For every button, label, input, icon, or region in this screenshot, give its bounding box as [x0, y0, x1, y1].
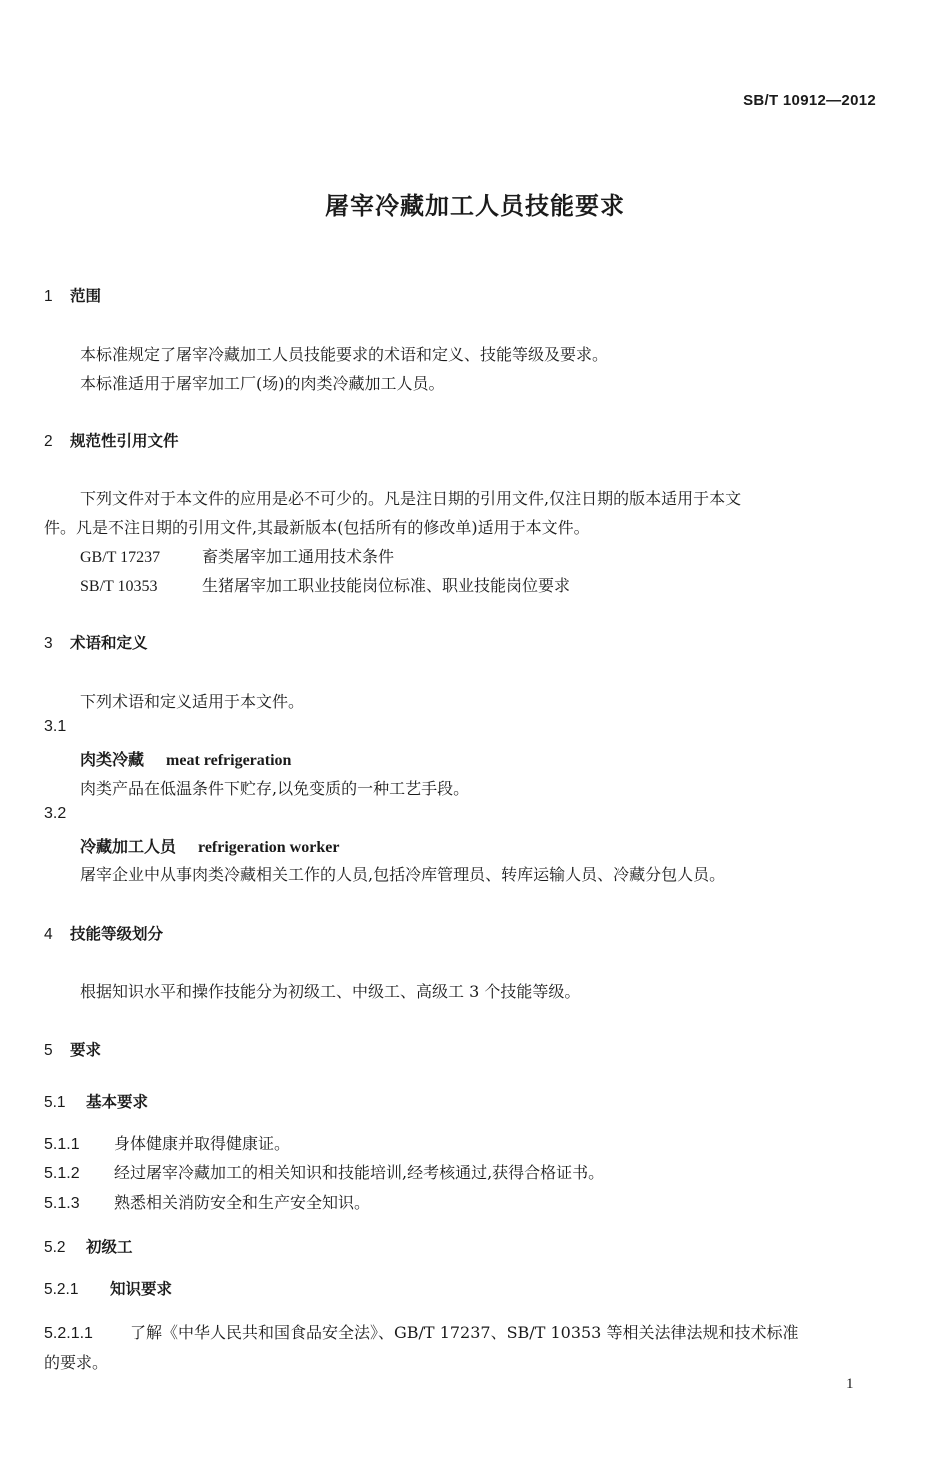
section-number: 3 [44, 635, 53, 652]
term-name [80, 834, 339, 857]
item-number: 5.1.3 [44, 1195, 80, 1212]
section-title: 范围 [70, 287, 102, 305]
reference-name: 生猪屠宰加工职业技能岗位标准、职业技能岗位要求 [202, 576, 571, 595]
section-number: 5 [44, 1042, 53, 1059]
item-number: 5.1.1 [44, 1136, 80, 1153]
subsection-number: 5.1 [44, 1094, 66, 1111]
section-title: 术语和定义 [70, 634, 148, 652]
subsection-5-2-heading [44, 1235, 133, 1257]
page-number: 1 [846, 1376, 854, 1392]
section-4-heading [44, 922, 163, 944]
subsection-5-2-1-heading [44, 1277, 172, 1299]
subsection-number: 5.2 [44, 1239, 66, 1256]
term-english: refrigeration worker [198, 839, 340, 856]
subsection-title: 初级工 [86, 1238, 133, 1256]
subsection-number: 5.2.1 [44, 1281, 79, 1298]
scope-paragraph-1: 本标准规定了屠宰冷藏加工人员技能要求的术语和定义、技能等级及要求。 [80, 345, 609, 364]
section-5-heading [44, 1038, 101, 1060]
references-paragraph-line-1: 下列文件对于本文件的应用是必不可少的。凡是注日期的引用文件,仅注日期的版本适用于本文 [80, 489, 742, 508]
section-title: 规范性引用文件 [70, 432, 179, 450]
item-text: 熟悉相关消防安全和生产安全知识。 [114, 1193, 371, 1212]
term-number: 3.1 [44, 718, 67, 735]
knowledge-requirement-line-1 [44, 1320, 798, 1343]
item-number: 5.2.1.1 [44, 1325, 93, 1342]
item-text: 经过屠宰冷藏加工的相关知识和技能培训,经考核通过,获得合格证书。 [114, 1163, 605, 1182]
term-definition: 屠宰企业中从事肉类冷藏相关工作的人员,包括冷库管理员、转库运输人员、冷藏分包人员。 [80, 865, 726, 884]
section-number: 4 [44, 926, 53, 943]
section-1-heading [44, 284, 101, 306]
terms-intro: 下列术语和定义适用于本文件。 [80, 692, 305, 711]
reference-code: GB/T 17237 [80, 549, 161, 566]
section-3-heading [44, 631, 148, 653]
section-number: 1 [44, 288, 53, 305]
subsection-5-1-heading [44, 1090, 148, 1112]
term-chinese: 肉类冷藏 [80, 750, 145, 769]
reference-item [80, 573, 570, 596]
term-name [80, 747, 291, 770]
item-number: 5.1.2 [44, 1165, 80, 1182]
item-text: 了解《中华人民共和国食品安全法》、GB/T 17237、SB/T 10353 等相关法律法规和技术标准 [130, 1323, 799, 1342]
term-chinese: 冷藏加工人员 [80, 837, 177, 856]
knowledge-requirement-line-2: 的要求。 [44, 1353, 109, 1372]
requirement-item [44, 1190, 370, 1213]
document-title: 屠宰冷藏加工人员技能要求 [325, 192, 625, 220]
reference-name: 畜类屠宰加工通用技术条件 [202, 547, 395, 566]
section-2-heading [44, 429, 179, 451]
scope-paragraph-2: 本标准适用于屠宰加工厂(场)的肉类冷藏加工人员。 [80, 374, 445, 393]
standard-number: SB/T 10912—2012 [743, 92, 876, 109]
subsection-title: 知识要求 [110, 1280, 173, 1298]
term-definition: 肉类产品在低温条件下贮存,以免变质的一种工艺手段。 [80, 779, 470, 798]
references-paragraph-line-2: 件。凡是不注日期的引用文件,其最新版本(包括所有的修改单)适用于本文件。 [44, 518, 590, 537]
requirement-item [44, 1160, 604, 1183]
subsection-title: 基本要求 [86, 1093, 149, 1111]
skill-levels-paragraph: 根据知识水平和操作技能分为初级工、中级工、高级工 3 个技能等级。 [80, 982, 581, 1001]
term-english: meat refrigeration [166, 752, 292, 769]
reference-item [80, 544, 394, 567]
reference-code: SB/T 10353 [80, 578, 158, 595]
section-title: 要求 [70, 1041, 102, 1059]
item-text: 身体健康并取得健康证。 [114, 1134, 291, 1153]
section-title: 技能等级划分 [70, 925, 164, 943]
section-number: 2 [44, 433, 53, 450]
term-number: 3.2 [44, 805, 67, 822]
requirement-item [44, 1131, 290, 1154]
